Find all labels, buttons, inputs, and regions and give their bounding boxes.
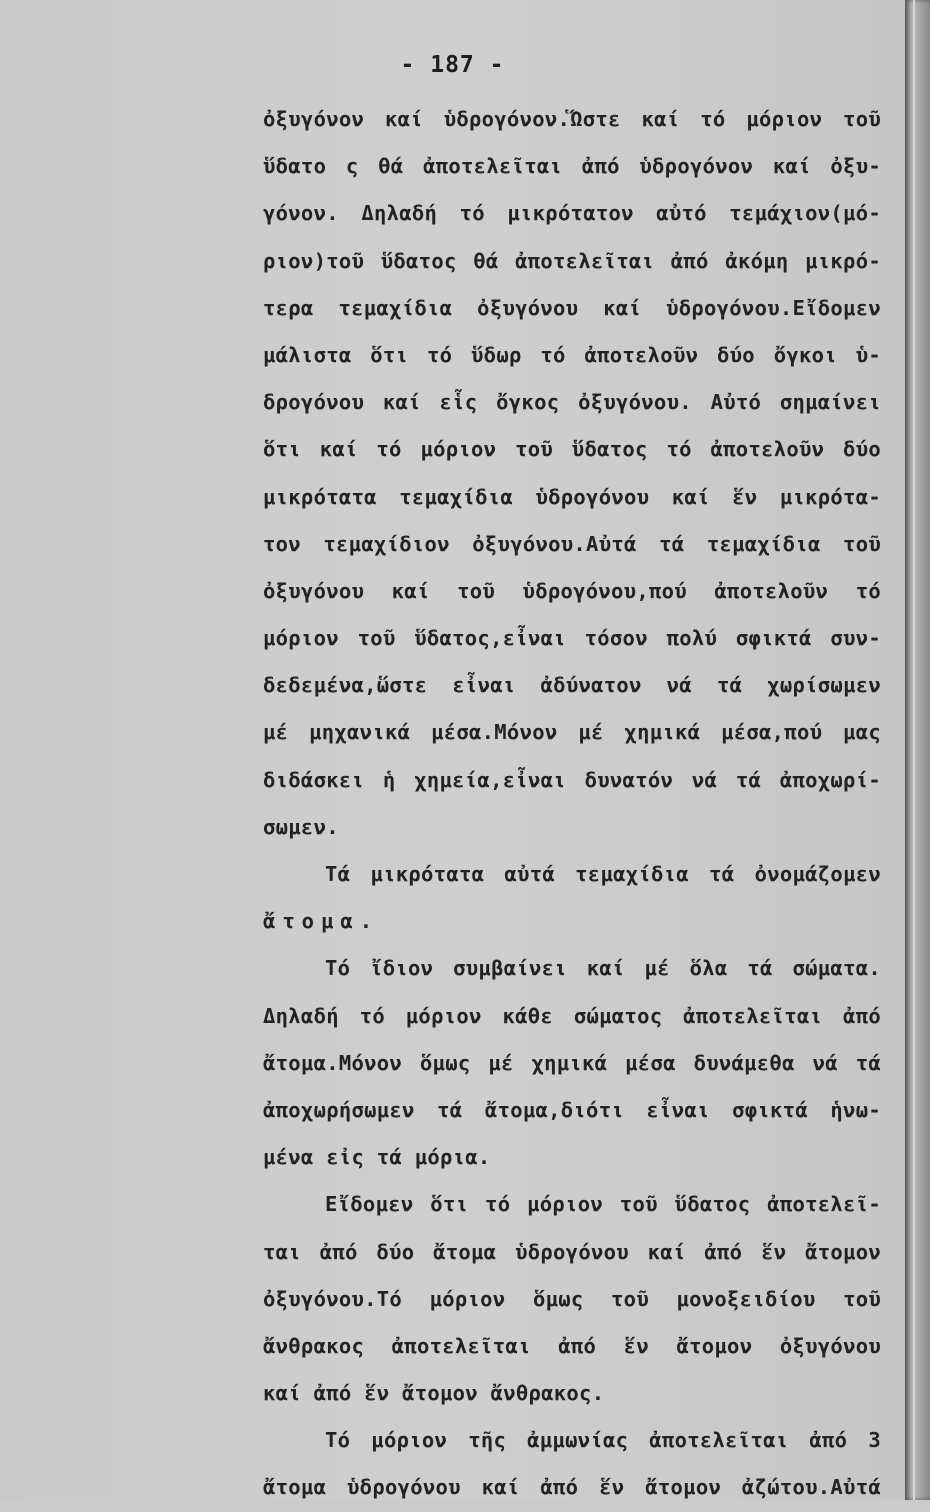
text-line: μένα εἰς τά μόρια. — [263, 1145, 491, 1170]
text-line: μόριον τοῦ ὕδατος,εἶναι τόσον πολύ σφικτά συν- — [263, 626, 881, 651]
paragraph-first-line: Εἴδομεν ὅτι τό μόριον τοῦ ὕδατος ἀποτελεῖ- — [325, 1192, 881, 1217]
text-line: ἄτομα ὑδρογόνου καί ἀπό ἕν ἄτομον ἀζώτου.Αὐτά — [263, 1475, 881, 1500]
text-line: ἄτομα.Μόνον ὅμως μέ χημικά μέσα δυνάμεθα νά τά — [263, 1050, 881, 1075]
page-number: - 187 - — [400, 52, 505, 78]
text-line: τον τεμαχίδιον ὀξυγόνου.Αὐτά τά τεμαχίδια τοῦ — [263, 531, 881, 556]
text-line: σωμεν. — [263, 814, 339, 839]
text-line: ὀξυγόνου.Τό μόριον ὅμως τοῦ μονοξειδίου τοῦ — [263, 1286, 881, 1311]
text-line: τερα τεμαχίδια ὀξυγόνου καί ὑδρογόνου.Εἴδομεν — [263, 295, 881, 320]
text-line: μέ μηχανικά μέσα.Μόνον μέ χημικά μέσα,πού μας — [263, 720, 881, 745]
paragraph-first-line: Τό μόριον τῆς ἀμμωνίας ἀποτελεῖται ἀπό 3 — [325, 1428, 881, 1453]
text-line: ἄνθρακος ἀποτελεῖται ἀπό ἕν ἄτομον ὀξυγόνου — [263, 1333, 881, 1358]
text-line: ριον)τοῦ ὕδατος θά ἀποτελεῖται ἀπό ἀκόμη μικρό- — [263, 248, 881, 273]
text-line: δεδεμένα,ὥστε εἶναι ἀδύνατον νά τά χωρίσωμεν — [263, 673, 881, 698]
text-line: ται ἀπό δύο ἄτομα ὑδρογόνου καί ἀπό ἕν ἄτομον — [263, 1239, 881, 1264]
text-line: ὀξυγόνου καί τοῦ ὑδρογόνου,πού ἀποτελοῦν τό — [263, 578, 881, 603]
text-line: μάλιστα ὅτι τό ὕδωρ τό ἀποτελοῦν δύο ὄγκοι ὑ- — [263, 342, 881, 367]
text-line: δρογόνου καί εἷς ὄγκος ὀξυγόνου. Αὐτό σημαίνει — [263, 390, 881, 415]
text-line: διδάσκει ἡ χημεία,εἶναι δυνατόν νά τά ἀποχωρί- — [263, 767, 881, 792]
text-line: καί ἀπό ἕν ἄτομον ἄνθρακος. — [263, 1381, 605, 1406]
text-line: γόνον. Δηλαδή τό μικρότατον αὐτό τεμάχιον(μό- — [263, 201, 881, 226]
paragraph-first-line: Τά μικρότατα αὐτά τεμαχίδια τά ὀνομάζομεν — [325, 862, 881, 886]
text-line: ἀποχωρήσωμεν τά ἄτομα,διότι εἶναι σφικτά ἡνω- — [263, 1097, 881, 1122]
book-page-edge — [905, 0, 930, 1500]
text-line: μικρότατα τεμαχίδια ὑδρογόνου καί ἕν μικρότα- — [263, 484, 881, 509]
text-line-spaced: ἄτομα. — [263, 909, 380, 934]
text-line: ὀξυγόνον καί ὑδρογόνον.Ὥστε καί τό μόριον τοῦ — [263, 107, 881, 131]
text-line: Δηλαδή τό μόριον κάθε σώματος ἀποτελεῖται ἀπό — [263, 1003, 881, 1028]
text-body — [263, 96, 881, 1512]
paragraph-first-line: Τό ἴδιον συμβαίνει καί μέ ὅλα τά σώματα. — [325, 956, 881, 981]
text-line: ὅτι καί τό μόριον τοῦ ὕδατος τό ἀποτελοῦν δύο — [263, 437, 881, 462]
text-line: ὕδατο ς θά ἀποτελεῖται ἀπό ὑδρογόνον καί ὀξυ- — [263, 154, 881, 179]
